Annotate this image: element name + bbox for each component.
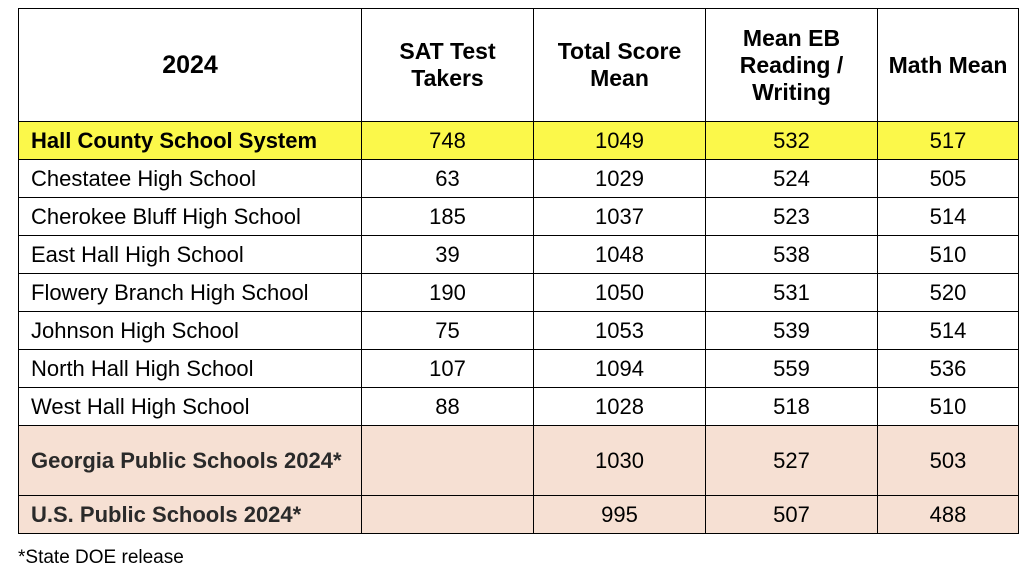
table-row (19, 350, 1019, 388)
row-name: Flowery Branch High School (19, 274, 362, 312)
cell-takers: 63 (362, 160, 534, 198)
cell-math: 520 (878, 274, 1019, 312)
cell-ebrw: 507 (706, 496, 878, 534)
table-row (19, 312, 1019, 350)
header-year: 2024 (19, 9, 362, 122)
cell-takers (362, 426, 534, 496)
cell-takers (362, 496, 534, 534)
cell-total: 1037 (534, 198, 706, 236)
cell-takers: 185 (362, 198, 534, 236)
cell-total: 1049 (534, 122, 706, 160)
header-sat-test-takers: SAT Test Takers (362, 9, 534, 122)
table-row (19, 236, 1019, 274)
header-row (19, 9, 1019, 122)
cell-total: 995 (534, 496, 706, 534)
cell-takers: 190 (362, 274, 534, 312)
cell-ebrw: 532 (706, 122, 878, 160)
cell-total: 1030 (534, 426, 706, 496)
cell-ebrw: 559 (706, 350, 878, 388)
cell-total: 1029 (534, 160, 706, 198)
row-name: U.S. Public Schools 2024* (19, 496, 362, 534)
georgia-row (19, 426, 1019, 496)
table-row (19, 274, 1019, 312)
cell-ebrw: 539 (706, 312, 878, 350)
header-total-score-mean: Total Score Mean (534, 9, 706, 122)
header-mean-eb-reading-writing: Mean EB Reading / Writing (706, 9, 878, 122)
cell-total: 1048 (534, 236, 706, 274)
cell-takers: 39 (362, 236, 534, 274)
us-row (19, 496, 1019, 534)
sat-scores-table (18, 8, 1019, 534)
cell-ebrw: 524 (706, 160, 878, 198)
row-name: Chestatee High School (19, 160, 362, 198)
cell-math: 510 (878, 236, 1019, 274)
cell-takers: 88 (362, 388, 534, 426)
cell-ebrw: 523 (706, 198, 878, 236)
row-name: West Hall High School (19, 388, 362, 426)
table-row (19, 388, 1019, 426)
cell-math: 510 (878, 388, 1019, 426)
cell-math: 536 (878, 350, 1019, 388)
cell-total: 1094 (534, 350, 706, 388)
cell-math: 514 (878, 198, 1019, 236)
cell-total: 1053 (534, 312, 706, 350)
row-name: East Hall High School (19, 236, 362, 274)
row-name: Georgia Public Schools 2024* (19, 426, 362, 496)
table-row (19, 160, 1019, 198)
cell-total: 1028 (534, 388, 706, 426)
cell-math: 514 (878, 312, 1019, 350)
district-row (19, 122, 1019, 160)
row-name: Cherokee Bluff High School (19, 198, 362, 236)
cell-ebrw: 518 (706, 388, 878, 426)
cell-math: 503 (878, 426, 1019, 496)
cell-ebrw: 531 (706, 274, 878, 312)
cell-total: 1050 (534, 274, 706, 312)
cell-math: 505 (878, 160, 1019, 198)
table-row (19, 198, 1019, 236)
header-math-mean: Math Mean (878, 9, 1019, 122)
cell-takers: 75 (362, 312, 534, 350)
cell-takers: 748 (362, 122, 534, 160)
cell-math: 517 (878, 122, 1019, 160)
row-name: Hall County School System (19, 122, 362, 160)
row-name: Johnson High School (19, 312, 362, 350)
cell-math: 488 (878, 496, 1019, 534)
row-name: North Hall High School (19, 350, 362, 388)
cell-takers: 107 (362, 350, 534, 388)
cell-ebrw: 527 (706, 426, 878, 496)
footnote: *State DOE release (18, 547, 184, 568)
cell-ebrw: 538 (706, 236, 878, 274)
